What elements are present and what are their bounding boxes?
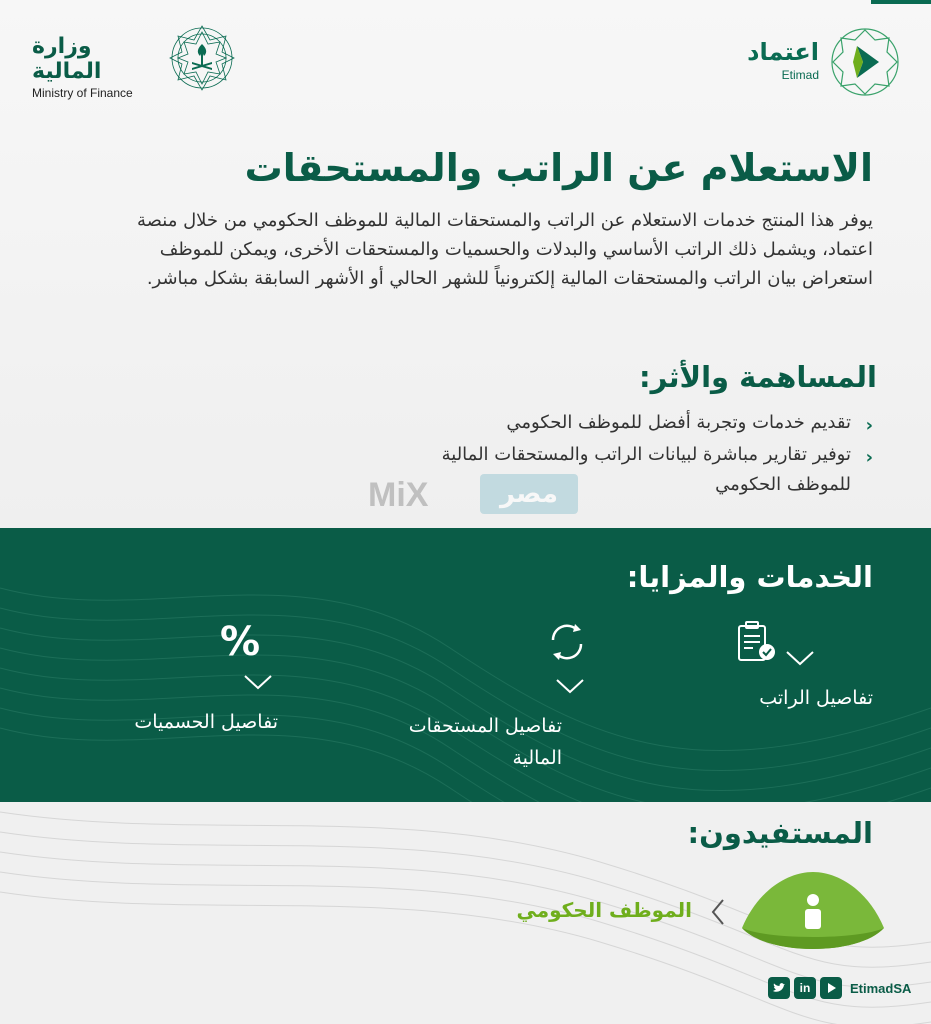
etimad-logo bbox=[713, 24, 903, 104]
clipboard-check-icon bbox=[731, 618, 779, 666]
linkedin-icon[interactable]: in bbox=[794, 977, 816, 999]
impact-item-text: توفير تقارير مباشرة لبيانات الراتب والمستحقات المالية للموظف الحكومي bbox=[441, 444, 851, 495]
watermark-masr: مصر bbox=[480, 474, 578, 514]
accent-line bbox=[871, 0, 931, 4]
feature-deductions bbox=[60, 618, 290, 738]
list-item bbox=[393, 408, 873, 438]
feature-label: تفاصيل المستحقات المالية bbox=[408, 715, 562, 769]
beneficiaries-section bbox=[0, 802, 931, 1024]
feature-label: تفاصيل الحسميات bbox=[134, 711, 278, 733]
description-paragraph: يوفر هذا المنتج خدمات الاستعلام عن الراتب والمستحقات المالية للموظف الحكومي من خلال منصة اعتماد، ويشمل ذلك الراتب الأساسي والبدلات والحسميات والمستحقات الأخرى، ويمكن للموظف استعراض بيان الراتب والمستحقات المالية إلكترونياً للشهر الحالي أو الأشهر السابقة بشكل مباشر. bbox=[137, 210, 873, 289]
social-links bbox=[768, 976, 911, 1000]
etimad-english-name: Etimad bbox=[781, 68, 819, 82]
youtube-icon[interactable] bbox=[820, 977, 842, 999]
impact-heading: المساهمة والأثر: bbox=[639, 360, 877, 394]
ministry-of-finance-logo bbox=[32, 22, 242, 100]
person-icon bbox=[738, 870, 888, 962]
feature-financial-dues bbox=[382, 618, 612, 774]
mof-english-name: Ministry of Finance bbox=[32, 86, 133, 100]
chevron-left-icon bbox=[710, 898, 726, 926]
watermark-mix: MiX bbox=[368, 476, 429, 514]
feature-label: تفاصيل الراتب bbox=[759, 687, 873, 709]
chevron-left-icon: ‹ bbox=[865, 447, 873, 468]
chevron-down-icon bbox=[555, 678, 585, 694]
percent-icon: % bbox=[219, 619, 261, 665]
social-handle[interactable]: EtimadSA bbox=[850, 980, 912, 996]
twitter-icon[interactable] bbox=[768, 977, 790, 999]
mof-text bbox=[32, 34, 162, 100]
beneficiaries-heading: المستفيدون: bbox=[687, 816, 873, 850]
etimad-arabic-name: اعتماد bbox=[747, 38, 819, 66]
impact-item-text: تقديم خدمات وتجربة أفضل للموظف الحكومي bbox=[506, 412, 851, 433]
chevron-left-icon: ‹ bbox=[865, 415, 873, 436]
page-title: الاستعلام عن الراتب والمستحقات bbox=[244, 146, 873, 190]
etimad-mark-icon bbox=[827, 24, 903, 100]
chevron-down-icon bbox=[785, 650, 815, 666]
refresh-icon bbox=[543, 618, 591, 666]
feature-salary-details bbox=[661, 618, 891, 714]
mof-emblem-icon bbox=[166, 22, 238, 94]
mof-arabic-name: وزارة المالية bbox=[32, 34, 102, 84]
chevron-down-icon bbox=[243, 674, 273, 690]
beneficiary-label: الموظف الحكومي bbox=[516, 898, 692, 922]
etimad-text bbox=[747, 38, 819, 82]
services-band bbox=[0, 528, 931, 802]
services-heading: الخدمات والمزايا: bbox=[626, 560, 873, 594]
